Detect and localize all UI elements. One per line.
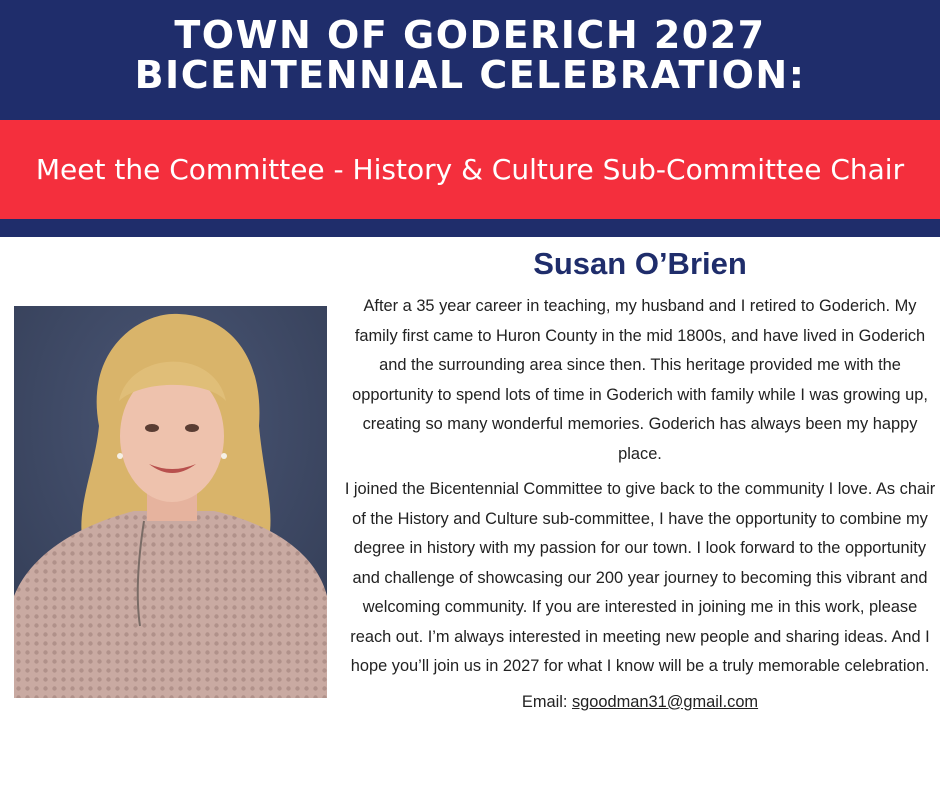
header-title-band bbox=[0, 0, 940, 120]
title-line-2: BICENTENNIAL CELEBRATION: bbox=[134, 53, 806, 97]
email-line bbox=[342, 688, 938, 718]
email-link[interactable]: sgoodman31@gmail.com bbox=[571, 692, 759, 711]
portrait-illustration bbox=[14, 306, 327, 698]
bio-paragraph-2: I joined the Bicentennial Committee to give back to the community I love. As chair of the History and Culture sub-committee, I have the opportunity to combine my degree in history with my passion for our town. I look forward to the opportunity and challenge of showcasing our 200 year journey to becoming this vibrant and welcoming community. If you are interested in joining me in this work, please reach out. I’m always interested in meeting new people and sharing ideas. And I hope you’ll join us in 2027 for what I know will be a truly memorable celebration. bbox=[344, 480, 936, 675]
title-line-1: TOWN OF GODERICH 2027 bbox=[174, 13, 766, 57]
bio-paragraph-1: After a 35 year career in teaching, my husband and I retired to Goderich. My family first came to Huron County in the mid 1800s, and have lived in Goderich and the surrounding area since then. This heritage provided me with the opportunity to spend lots of time in Goderich with family while I was growing up, creating so many wonderful memories. Goderich has always been my happy place. bbox=[352, 297, 928, 463]
email-label: Email: bbox=[521, 692, 572, 711]
divider-band bbox=[0, 219, 940, 237]
person-name: Susan O’Brien bbox=[533, 246, 747, 281]
bio-text bbox=[342, 292, 938, 723]
subtitle-band bbox=[0, 120, 940, 219]
page-title bbox=[0, 0, 940, 95]
page-subtitle: Meet the Committee - History & Culture Sub-Committee Chair bbox=[35, 153, 905, 186]
portrait-photo bbox=[14, 306, 327, 698]
